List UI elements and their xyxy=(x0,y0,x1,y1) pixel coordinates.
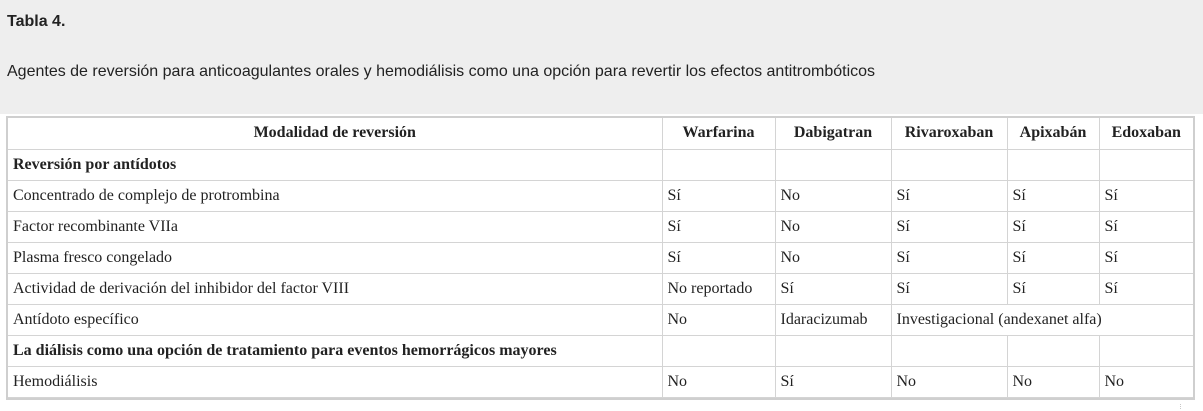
table-cell: No reportado xyxy=(662,273,775,304)
column-header: Apixabán xyxy=(1007,118,1099,149)
table-header-panel xyxy=(0,0,1203,114)
table-cell: Sí xyxy=(891,242,1007,273)
table-cell: Sí xyxy=(662,242,775,273)
table-cell: No xyxy=(662,366,775,397)
table-cell: Sí xyxy=(1007,180,1099,211)
empty-cell xyxy=(662,149,775,180)
section-title: Reversión por antídotos xyxy=(8,149,662,180)
table-cell: Sí xyxy=(662,180,775,211)
table-cell: No xyxy=(775,242,891,273)
empty-cell xyxy=(775,335,891,366)
row-label: Actividad de derivación del inhibidor del factor VIII xyxy=(8,273,662,304)
reversal-agents-table xyxy=(8,118,1193,398)
table-row xyxy=(8,366,1193,397)
table-container xyxy=(6,116,1195,400)
table-number: Tabla 4. xyxy=(7,13,66,30)
column-header: Dabigatran xyxy=(775,118,891,149)
empty-cell xyxy=(891,335,1007,366)
table-cell: Sí xyxy=(1007,242,1099,273)
empty-cell xyxy=(1007,335,1099,366)
table-caption: Agentes de reversión para anticoagulantes orales y hemodiálisis como una opción para revertir los efectos antitrombóticos xyxy=(7,63,876,80)
empty-cell xyxy=(1099,335,1193,366)
empty-cell xyxy=(662,335,775,366)
table-cell: No xyxy=(1099,366,1193,397)
table-cell: Idaracizumab xyxy=(775,304,891,335)
table-row xyxy=(8,304,1193,335)
row-label: Hemodiálisis xyxy=(8,366,662,397)
table-cell: No xyxy=(1007,366,1099,397)
empty-cell xyxy=(1007,149,1099,180)
section-title: La diálisis como una opción de tratamiento para eventos hemorrágicos mayores xyxy=(8,335,662,366)
table-cell: Sí xyxy=(1099,273,1193,304)
table-cell: Sí xyxy=(775,366,891,397)
empty-cell xyxy=(775,149,891,180)
column-header: Edoxaban xyxy=(1099,118,1193,149)
table-row xyxy=(8,273,1193,304)
table-cell: Sí xyxy=(1007,211,1099,242)
row-label: Concentrado de complejo de protrombina xyxy=(8,180,662,211)
table-row xyxy=(8,180,1193,211)
table-cell: Sí xyxy=(891,211,1007,242)
column-header: Warfarina xyxy=(662,118,775,149)
row-label: Plasma fresco congelado xyxy=(8,242,662,273)
table-cell: Sí xyxy=(662,211,775,242)
empty-cell xyxy=(891,149,1007,180)
row-label: Factor recombinante VIIa xyxy=(8,211,662,242)
table-row xyxy=(8,211,1193,242)
table-cell: Sí xyxy=(1099,242,1193,273)
resize-handle xyxy=(1180,404,1182,409)
table-cell: No xyxy=(775,180,891,211)
table-cell: No xyxy=(662,304,775,335)
column-header: Rivaroxaban xyxy=(891,118,1007,149)
empty-cell xyxy=(1099,149,1193,180)
table-cell: Sí xyxy=(891,273,1007,304)
table-cell: Sí xyxy=(891,180,1007,211)
table-cell-spanning: Investigacional (andexanet alfa) xyxy=(891,304,1193,335)
table-row xyxy=(8,242,1193,273)
section-row xyxy=(8,149,1193,180)
table-cell: Sí xyxy=(775,273,891,304)
column-header: Modalidad de reversión xyxy=(8,118,662,149)
section-row xyxy=(8,335,1193,366)
table-cell: Sí xyxy=(1099,211,1193,242)
table-cell: Sí xyxy=(1099,180,1193,211)
table-cell: No xyxy=(891,366,1007,397)
header-row xyxy=(8,118,1193,149)
table-cell: No xyxy=(775,211,891,242)
table-cell: Sí xyxy=(1007,273,1099,304)
row-label: Antídoto específico xyxy=(8,304,662,335)
